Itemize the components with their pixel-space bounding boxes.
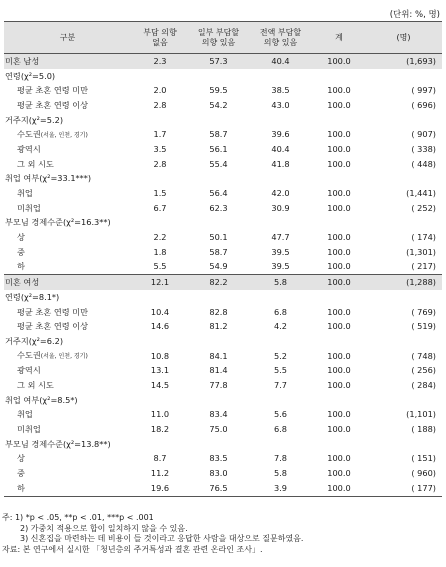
value-cell: 100.0	[327, 453, 351, 464]
count-cell: ( 177)	[365, 481, 442, 496]
count-cell: ( 252)	[411, 202, 436, 213]
value-cell: 7.7	[273, 379, 288, 390]
value-cell: 100.0	[327, 202, 351, 213]
value-cell	[189, 290, 248, 305]
value-cell: 43.0	[271, 99, 290, 110]
value-cell	[131, 334, 189, 349]
row-label: 취업	[17, 409, 33, 420]
value-cell	[131, 437, 189, 452]
value-cell: 84.1	[209, 350, 228, 361]
value-cell: 83.0	[209, 468, 228, 479]
count-cell: ( 696)	[411, 99, 436, 110]
value-cell: 7.8	[273, 453, 288, 464]
footnotes	[2, 513, 303, 555]
header-total: 계	[313, 22, 365, 54]
value-cell	[248, 437, 313, 452]
table-row	[4, 305, 442, 320]
count-cell: ( 907)	[411, 129, 436, 140]
value-cell: 81.2	[209, 321, 228, 332]
value-cell: 2.8	[153, 99, 167, 110]
row-label: 평균 초혼 연령 미만	[17, 306, 89, 317]
table-row	[4, 157, 442, 172]
value-cell	[131, 290, 189, 305]
table-row	[4, 363, 442, 378]
value-cell: 100.0	[327, 424, 351, 435]
count-cell: (1,693)	[365, 54, 442, 69]
row-label: 취업	[17, 188, 33, 199]
value-cell: 100.0	[313, 275, 365, 290]
count-cell: ( 338)	[411, 143, 436, 154]
value-cell	[313, 69, 365, 84]
row-label: 그 외 시도	[17, 158, 54, 169]
value-cell: 5.6	[273, 409, 288, 420]
row-label: 취업 여부(χ²=33.1***)	[5, 173, 92, 184]
value-cell: 100.0	[327, 129, 351, 140]
value-cell: 14.5	[150, 379, 170, 390]
value-cell: 42.0	[271, 188, 290, 199]
count-cell: ( 256)	[411, 365, 436, 376]
value-cell: 82.8	[209, 306, 228, 317]
value-cell	[189, 334, 248, 349]
row-label: 미취업	[17, 424, 41, 435]
value-cell: 56.1	[209, 143, 228, 154]
header-full-intent: 전액 부담할 의향 있음	[248, 22, 313, 54]
count-cell	[365, 393, 442, 408]
value-cell: 83.4	[209, 409, 228, 420]
source-note: 자료: 본 연구에서 실시한 「청년층의 주거특성과 결혼 관련 온라인 조사」.	[2, 544, 263, 554]
value-cell: 77.8	[209, 379, 228, 390]
value-cell	[189, 393, 248, 408]
row-label: 중	[17, 468, 25, 479]
row-label: 연령(χ²=8.1*)	[5, 291, 60, 302]
value-cell: 2.3	[131, 54, 189, 69]
group-row	[4, 113, 442, 128]
value-cell: 5.2	[273, 350, 288, 361]
value-cell: 1.8	[153, 246, 167, 257]
value-cell: 11.2	[150, 468, 170, 479]
count-cell	[365, 172, 442, 187]
value-cell: 41.8	[271, 158, 290, 169]
value-cell: 100.0	[313, 481, 365, 496]
row-label: 중	[17, 246, 25, 257]
value-cell: 58.7	[209, 246, 228, 257]
total-row	[4, 275, 442, 290]
value-cell	[313, 172, 365, 187]
header-no-intent: 부담 의향 없음	[131, 22, 189, 54]
count-cell: (1,288)	[365, 275, 442, 290]
value-cell	[248, 334, 313, 349]
table-row	[4, 319, 442, 334]
value-cell: 100.0	[327, 143, 351, 154]
value-cell	[248, 69, 313, 84]
row-label: 하	[4, 481, 131, 496]
data-table	[4, 21, 442, 497]
count-cell: ( 151)	[411, 453, 436, 464]
group-row	[4, 69, 442, 84]
value-cell: 1.7	[153, 129, 167, 140]
row-label: 평균 초혼 연령 이상	[17, 321, 89, 332]
group-row	[4, 216, 442, 231]
value-cell: 2.0	[153, 85, 167, 96]
count-cell	[365, 216, 442, 231]
header-category: 구분	[4, 22, 131, 54]
value-cell: 39.6	[271, 129, 290, 140]
value-cell	[131, 216, 189, 231]
table-row	[4, 349, 442, 364]
value-cell: 100.0	[327, 246, 351, 257]
count-cell: ( 748)	[411, 350, 436, 361]
row-label: 광역시	[17, 365, 41, 376]
table-row	[4, 408, 442, 423]
value-cell: 47.7	[271, 232, 290, 243]
value-cell: 12.1	[131, 275, 189, 290]
value-cell	[189, 172, 248, 187]
value-cell: 100.0	[327, 306, 351, 317]
value-cell: 38.5	[271, 85, 290, 96]
row-label: 하	[17, 261, 25, 272]
value-cell: 4.2	[273, 321, 288, 332]
value-cell: 58.7	[209, 129, 228, 140]
value-cell	[313, 334, 365, 349]
value-cell: 5.5	[153, 261, 167, 272]
value-cell	[313, 290, 365, 305]
value-cell: 100.0	[327, 379, 351, 390]
group-row	[4, 172, 442, 187]
value-cell: 100.0	[327, 158, 351, 169]
value-cell: 54.9	[209, 261, 228, 272]
count-cell: (1,101)	[406, 409, 436, 420]
value-cell: 62.3	[209, 202, 228, 213]
value-cell: 8.7	[153, 453, 167, 464]
value-cell: 40.4	[271, 143, 290, 154]
value-cell: 76.5	[189, 481, 248, 496]
value-cell	[131, 69, 189, 84]
row-label: 부모님 경제수준(χ²=16.3**)	[5, 217, 111, 228]
value-cell	[248, 172, 313, 187]
footnote-3: 3) 신혼집을 마련하는 데 비용이 들 것이라고 응답한 사람을 대상으로 질문하였음.	[20, 534, 304, 544]
row-label: 상	[17, 453, 25, 464]
value-cell	[313, 393, 365, 408]
value-cell	[313, 113, 365, 128]
table-row	[4, 466, 442, 481]
row-label: 광역시	[17, 143, 41, 154]
row-label: 거주지(χ²=6.2)	[5, 335, 64, 346]
row-label: 그 외 시도	[17, 379, 54, 390]
count-cell: ( 188)	[411, 424, 436, 435]
count-cell: ( 997)	[411, 85, 436, 96]
table-row	[4, 422, 442, 437]
value-cell: 54.2	[209, 99, 228, 110]
count-cell	[365, 113, 442, 128]
value-cell: 3.5	[153, 143, 167, 154]
value-cell: 100.0	[313, 54, 365, 69]
value-cell	[248, 113, 313, 128]
row-label: 부모님 경제수준(χ²=13.8**)	[5, 438, 111, 449]
table-row	[4, 245, 442, 260]
value-cell: 56.4	[209, 188, 228, 199]
value-cell	[248, 393, 313, 408]
value-cell: 5.5	[273, 365, 288, 376]
value-cell: 100.0	[327, 468, 351, 479]
unit-label: (단위: %, 명)	[389, 10, 440, 20]
row-label: 미혼 여성	[4, 275, 131, 290]
value-cell: 100.0	[327, 232, 351, 243]
value-cell: 5.8	[248, 275, 313, 290]
total-row	[4, 54, 442, 69]
table-row	[4, 142, 442, 157]
value-cell: 11.0	[150, 409, 170, 420]
value-cell	[131, 172, 189, 187]
table-row	[4, 260, 442, 275]
value-cell: 6.7	[153, 202, 167, 213]
value-cell: 5.8	[273, 468, 288, 479]
value-cell: 10.4	[150, 306, 170, 317]
value-cell: 100.0	[327, 321, 351, 332]
row-label: 미혼 남성	[4, 54, 131, 69]
value-cell	[248, 216, 313, 231]
value-cell: 100.0	[327, 365, 351, 376]
value-cell	[189, 437, 248, 452]
value-cell	[248, 290, 313, 305]
count-cell	[365, 69, 442, 84]
count-cell: (1,441)	[406, 188, 436, 199]
group-row	[4, 334, 442, 349]
row-label: 수도권(서울, 인천, 경기)	[17, 128, 88, 139]
table-row	[4, 127, 442, 142]
count-cell: ( 217)	[411, 261, 436, 272]
value-cell: 1.5	[153, 188, 167, 199]
value-cell: 100.0	[327, 188, 351, 199]
value-cell: 55.4	[209, 158, 228, 169]
value-cell: 18.2	[150, 424, 170, 435]
row-label: 수도권(서울, 인천, 경기)	[17, 350, 88, 361]
value-cell: 75.0	[209, 424, 228, 435]
value-cell: 81.4	[209, 365, 228, 376]
value-cell	[313, 216, 365, 231]
value-cell: 100.0	[327, 99, 351, 110]
count-cell: ( 174)	[411, 232, 436, 243]
value-cell: 6.8	[273, 424, 288, 435]
table-row	[4, 230, 442, 245]
value-cell: 83.5	[209, 453, 228, 464]
value-cell	[189, 216, 248, 231]
value-cell	[189, 69, 248, 84]
row-label: 상	[17, 232, 25, 243]
value-cell: 6.8	[273, 306, 288, 317]
footnote-1: 주: 1) *p < .05, **p < .01, ***p < .001	[2, 513, 154, 522]
value-cell: 14.6	[150, 321, 170, 332]
table-row	[4, 98, 442, 113]
count-cell: (1,301)	[406, 246, 436, 257]
table-row	[4, 378, 442, 393]
footnote-2: 2) 가중치 적용으로 합이 일치하지 않을 수 있음.	[20, 523, 188, 533]
row-label: 연령(χ²=5.0)	[5, 70, 56, 81]
value-cell: 100.0	[327, 85, 351, 96]
row-label: 취업 여부(χ²=8.5*)	[5, 394, 78, 405]
value-cell: 13.1	[150, 365, 170, 376]
value-cell: 59.5	[209, 85, 228, 96]
value-cell: 39.5	[271, 261, 290, 272]
value-cell: 2.8	[153, 158, 167, 169]
table-row	[4, 481, 442, 496]
header-count: (명)	[365, 22, 442, 54]
group-row	[4, 437, 442, 452]
table-row	[4, 201, 442, 216]
value-cell: 57.3	[189, 54, 248, 69]
value-cell: 30.9	[271, 202, 290, 213]
count-cell	[365, 290, 442, 305]
value-cell: 82.2	[189, 275, 248, 290]
count-cell: ( 960)	[411, 468, 436, 479]
count-cell: ( 448)	[411, 158, 436, 169]
row-label: 평균 초혼 연령 미만	[17, 85, 89, 96]
value-cell	[131, 393, 189, 408]
value-cell: 40.4	[248, 54, 313, 69]
value-cell: 3.9	[248, 481, 313, 496]
header-partial-intent: 일부 부담할 의향 있음	[189, 22, 248, 54]
value-cell: 50.1	[209, 232, 228, 243]
value-cell	[189, 113, 248, 128]
row-label: 거주지(χ²=5.2)	[5, 114, 64, 125]
group-row	[4, 290, 442, 305]
value-cell: 100.0	[327, 409, 351, 420]
value-cell: 10.8	[150, 350, 170, 361]
count-cell	[365, 334, 442, 349]
count-cell: ( 284)	[411, 379, 436, 390]
value-cell: 39.5	[271, 246, 290, 257]
value-cell	[313, 437, 365, 452]
count-cell: ( 519)	[411, 321, 436, 332]
table-row	[4, 452, 442, 467]
row-label: 평균 초혼 연령 이상	[17, 99, 89, 110]
value-cell	[131, 113, 189, 128]
value-cell: 19.6	[131, 481, 189, 496]
value-cell: 2.2	[153, 232, 167, 243]
value-cell: 100.0	[327, 350, 351, 361]
group-row	[4, 393, 442, 408]
row-label: 미취업	[17, 202, 41, 213]
value-cell: 100.0	[327, 261, 351, 272]
count-cell: ( 769)	[411, 306, 436, 317]
count-cell	[365, 437, 442, 452]
table-row	[4, 186, 442, 201]
table-row	[4, 83, 442, 98]
header-row	[4, 22, 442, 54]
